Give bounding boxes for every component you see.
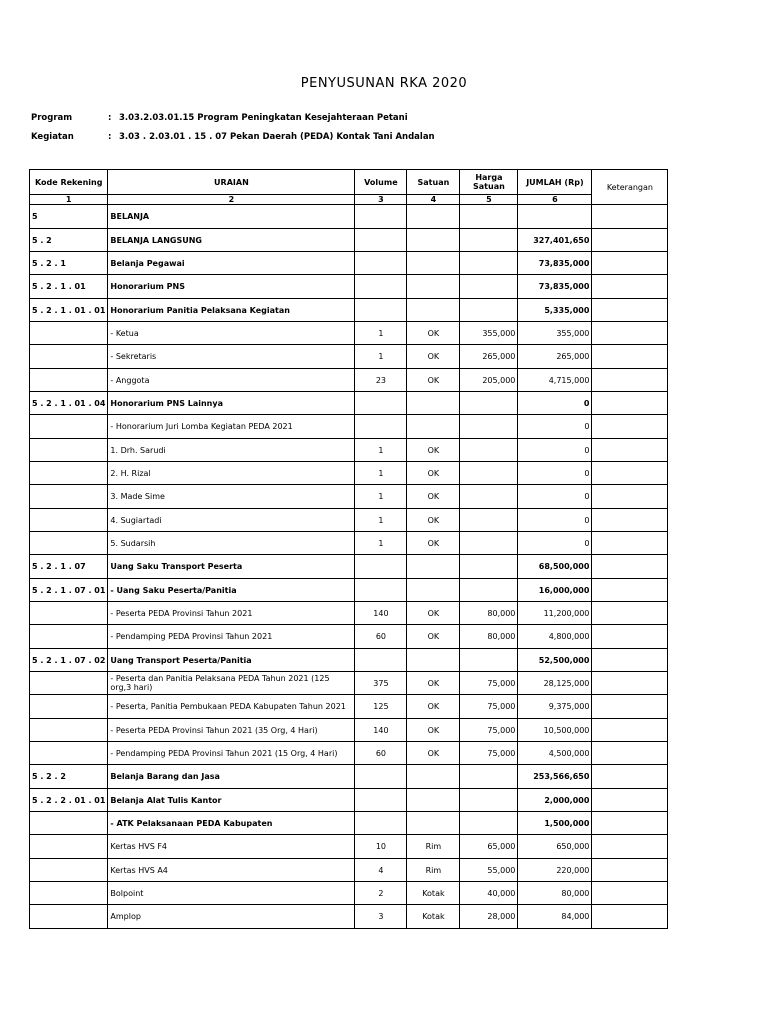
cell-jumlah: 28,125,000 [518,672,592,695]
cell-keterangan [592,859,668,882]
cell-satuan [407,649,460,672]
cell-jumlah [518,205,592,229]
cell-uraian: - Honorarium Juri Lomba Kegiatan PEDA 2021 [108,415,355,439]
kegiatan-value: 3.03 . 2.03.01 . 15 . 07 Pekan Daerah (PEDA) Kontak Tani Andalan [119,132,435,142]
header-keterangan: Keterangan [592,170,668,205]
cell-keterangan [592,905,668,929]
cell-keterangan [592,275,668,299]
table-row [30,485,668,509]
table-row [30,229,668,252]
table-row [30,835,668,859]
cell-satuan: OK [407,625,460,649]
cell-keterangan [592,509,668,532]
cell-volume: 140 [355,719,407,742]
cell-harga [460,532,518,555]
cell-kode [30,485,108,509]
cell-jumlah: 0 [518,485,592,509]
cell-jumlah: 4,800,000 [518,625,592,649]
cell-uraian: 2. H. Rizal [108,462,355,485]
cell-harga: 28,000 [460,905,518,929]
cell-uraian: - Pendamping PEDA Provinsi Tahun 2021 [108,625,355,649]
cell-uraian: Belanja Pegawai [108,252,355,275]
cell-satuan [407,275,460,299]
cell-keterangan [592,415,668,439]
cell-satuan [407,579,460,602]
cell-kode: 5 . 2 . 2 . 01 . 01 [30,789,108,812]
cell-keterangan [592,695,668,719]
cell-keterangan [592,882,668,905]
cell-uraian: Amplop [108,905,355,929]
cell-volume: 1 [355,532,407,555]
cell-harga: 75,000 [460,695,518,719]
cell-volume: 1 [355,322,407,345]
cell-volume [355,299,407,322]
cell-satuan [407,205,460,229]
kegiatan-line [31,132,435,142]
cell-volume: 60 [355,742,407,765]
cell-kode [30,532,108,555]
cell-harga: 80,000 [460,602,518,625]
cell-harga: 75,000 [460,742,518,765]
cell-uraian: - Ketua [108,322,355,345]
cell-jumlah: 0 [518,462,592,485]
cell-volume [355,205,407,229]
cell-kode [30,859,108,882]
cell-satuan: OK [407,742,460,765]
header-number-6: 6 [518,195,592,205]
cell-kode [30,509,108,532]
cell-kode [30,695,108,719]
cell-uraian: - Peserta dan Panitia Pelaksana PEDA Tahun 2021 (125 org,3 hari) [108,672,355,695]
cell-kode: 5 . 2 . 1 . 01 . 04 [30,392,108,415]
cell-satuan [407,789,460,812]
cell-keterangan [592,299,668,322]
cell-harga [460,439,518,462]
table-row [30,905,668,929]
header-volume: Volume [355,170,407,195]
header-uraian: URAIAN [108,170,355,195]
cell-jumlah: 11,200,000 [518,602,592,625]
cell-satuan: OK [407,322,460,345]
cell-jumlah: 265,000 [518,345,592,369]
cell-satuan: OK [407,602,460,625]
cell-jumlah: 355,000 [518,322,592,345]
cell-uraian: Honorarium PNS Lainnya [108,392,355,415]
cell-uraian: BELANJA LANGSUNG [108,229,355,252]
cell-kode: 5 . 2 . 1 . 01 . 01 [30,299,108,322]
cell-kode [30,369,108,392]
cell-jumlah: 1,500,000 [518,812,592,835]
table-row [30,275,668,299]
header-number-4: 4 [407,195,460,205]
table-row [30,345,668,369]
cell-harga: 80,000 [460,625,518,649]
cell-kode: 5 . 2 . 1 . 01 [30,275,108,299]
cell-volume: 10 [355,835,407,859]
cell-kode [30,882,108,905]
cell-satuan: OK [407,462,460,485]
cell-uraian: Bolpoint [108,882,355,905]
cell-kode [30,672,108,695]
program-value: 3.03.2.03.01.15 Program Peningkatan Kesejahteraan Petani [119,113,408,123]
cell-kode [30,462,108,485]
cell-harga [460,392,518,415]
table-row [30,579,668,602]
cell-keterangan [592,322,668,345]
header-number-2: 2 [108,195,355,205]
cell-jumlah: 650,000 [518,835,592,859]
cell-keterangan [592,439,668,462]
cell-uraian: 1. Drh. Sarudi [108,439,355,462]
cell-jumlah: 0 [518,415,592,439]
cell-kode [30,345,108,369]
header-kode-rekening: Kode Rekening [30,170,108,195]
table-row [30,509,668,532]
cell-jumlah: 0 [518,509,592,532]
cell-satuan: OK [407,369,460,392]
cell-kode [30,905,108,929]
cell-kode: 5 [30,205,108,229]
table-row [30,649,668,672]
cell-jumlah: 2,000,000 [518,789,592,812]
cell-satuan: OK [407,719,460,742]
cell-volume: 1 [355,485,407,509]
cell-uraian: Belanja Alat Tulis Kantor [108,789,355,812]
table-row [30,322,668,345]
cell-volume [355,275,407,299]
cell-uraian: Belanja Barang dan Jasa [108,765,355,789]
cell-volume [355,229,407,252]
header-number-5: 5 [460,195,518,205]
cell-satuan: Kotak [407,905,460,929]
cell-keterangan [592,742,668,765]
cell-volume [355,649,407,672]
cell-satuan: Rim [407,859,460,882]
cell-volume: 1 [355,345,407,369]
cell-satuan [407,252,460,275]
table-row [30,719,668,742]
cell-harga: 75,000 [460,719,518,742]
table-row [30,742,668,765]
cell-volume: 4 [355,859,407,882]
rka-table [29,169,668,929]
cell-satuan: Kotak [407,882,460,905]
cell-harga [460,229,518,252]
cell-harga [460,789,518,812]
cell-keterangan [592,345,668,369]
cell-volume: 23 [355,369,407,392]
cell-keterangan [592,649,668,672]
cell-harga [460,415,518,439]
cell-volume: 125 [355,695,407,719]
cell-jumlah: 73,835,000 [518,275,592,299]
cell-keterangan [592,205,668,229]
cell-satuan: OK [407,695,460,719]
cell-satuan: OK [407,672,460,695]
cell-volume: 140 [355,602,407,625]
table-row [30,532,668,555]
cell-keterangan [592,579,668,602]
cell-keterangan [592,485,668,509]
cell-kode [30,625,108,649]
table-row [30,462,668,485]
cell-keterangan [592,835,668,859]
cell-harga [460,462,518,485]
table-row [30,789,668,812]
table-row [30,882,668,905]
cell-keterangan [592,555,668,579]
cell-uraian: Uang Transport Peserta/Panitia [108,649,355,672]
table-row [30,765,668,789]
cell-uraian: Honorarium PNS [108,275,355,299]
cell-jumlah: 52,500,000 [518,649,592,672]
cell-harga: 75,000 [460,672,518,695]
cell-volume [355,415,407,439]
cell-harga [460,765,518,789]
table-row [30,812,668,835]
cell-kode [30,602,108,625]
cell-volume: 2 [355,882,407,905]
cell-jumlah: 73,835,000 [518,252,592,275]
cell-harga: 55,000 [460,859,518,882]
cell-volume [355,789,407,812]
cell-keterangan [592,369,668,392]
cell-satuan: OK [407,532,460,555]
cell-kode: 5 . 2 [30,229,108,252]
table-row [30,439,668,462]
cell-harga: 355,000 [460,322,518,345]
cell-kode: 5 . 2 . 1 [30,252,108,275]
cell-satuan [407,415,460,439]
header-jumlah: JUMLAH (Rp) [518,170,592,195]
cell-kode [30,322,108,345]
cell-uraian: 5. Sudarsih [108,532,355,555]
cell-harga [460,812,518,835]
table-row [30,672,668,695]
cell-kode [30,415,108,439]
cell-kode [30,742,108,765]
table-row [30,859,668,882]
cell-keterangan [592,602,668,625]
cell-satuan [407,812,460,835]
cell-jumlah: 327,401,650 [518,229,592,252]
cell-harga [460,509,518,532]
program-colon: : [108,113,112,123]
cell-kode: 5 . 2 . 1 . 07 [30,555,108,579]
kegiatan-colon: : [108,132,112,142]
table-row [30,602,668,625]
header-number-1: 1 [30,195,108,205]
cell-keterangan [592,252,668,275]
cell-jumlah: 10,500,000 [518,719,592,742]
header-number-3: 3 [355,195,407,205]
cell-harga [460,299,518,322]
cell-satuan: Rim [407,835,460,859]
cell-satuan [407,765,460,789]
cell-satuan: OK [407,485,460,509]
cell-harga [460,205,518,229]
cell-jumlah: 0 [518,532,592,555]
cell-volume: 1 [355,509,407,532]
cell-volume [355,579,407,602]
cell-harga [460,579,518,602]
cell-volume: 375 [355,672,407,695]
cell-jumlah: 253,566,650 [518,765,592,789]
cell-kode: 5 . 2 . 2 [30,765,108,789]
cell-keterangan [592,672,668,695]
cell-keterangan [592,392,668,415]
cell-harga: 265,000 [460,345,518,369]
cell-keterangan [592,812,668,835]
cell-kode [30,439,108,462]
cell-volume: 1 [355,439,407,462]
cell-uraian: 3. Made Sime [108,485,355,509]
cell-kode [30,719,108,742]
cell-volume: 60 [355,625,407,649]
cell-uraian: - Peserta, Panitia Pembukaan PEDA Kabupaten Tahun 2021 [108,695,355,719]
cell-kode: 5 . 2 . 1 . 07 . 02 [30,649,108,672]
cell-satuan [407,392,460,415]
cell-kode [30,812,108,835]
cell-uraian: 4. Sugiartadi [108,509,355,532]
cell-keterangan [592,229,668,252]
cell-jumlah: 80,000 [518,882,592,905]
cell-uraian: Kertas HVS F4 [108,835,355,859]
table-row [30,415,668,439]
header-harga-satuan: Harga Satuan [460,170,518,195]
cell-harga: 65,000 [460,835,518,859]
header-satuan: Satuan [407,170,460,195]
cell-uraian: - Uang Saku Peserta/Panitia [108,579,355,602]
cell-keterangan [592,789,668,812]
cell-satuan: OK [407,439,460,462]
cell-satuan: OK [407,345,460,369]
cell-uraian: - Peserta PEDA Provinsi Tahun 2021 [108,602,355,625]
cell-harga [460,275,518,299]
cell-volume [355,392,407,415]
cell-uraian: BELANJA [108,205,355,229]
page-title: PENYUSUNAN RKA 2020 [300,76,468,91]
cell-keterangan [592,765,668,789]
table-row [30,392,668,415]
cell-uraian: Uang Saku Transport Peserta [108,555,355,579]
cell-harga [460,555,518,579]
table-row [30,369,668,392]
cell-jumlah: 4,715,000 [518,369,592,392]
cell-jumlah: 4,500,000 [518,742,592,765]
kegiatan-label: Kegiatan [31,132,74,142]
program-line [31,113,408,123]
table-row [30,299,668,322]
cell-uraian: - Anggota [108,369,355,392]
cell-uraian: - Pendamping PEDA Provinsi Tahun 2021 (15 Org, 4 Hari) [108,742,355,765]
cell-uraian: Kertas HVS A4 [108,859,355,882]
cell-kode: 5 . 2 . 1 . 07 . 01 [30,579,108,602]
cell-jumlah: 220,000 [518,859,592,882]
table-row [30,252,668,275]
cell-keterangan [592,625,668,649]
cell-harga: 40,000 [460,882,518,905]
table-body [30,205,668,929]
cell-volume: 3 [355,905,407,929]
cell-jumlah: 0 [518,439,592,462]
cell-satuan [407,229,460,252]
cell-jumlah: 16,000,000 [518,579,592,602]
table-row [30,695,668,719]
cell-harga [460,649,518,672]
table-row [30,555,668,579]
cell-volume: 1 [355,462,407,485]
cell-uraian: - Peserta PEDA Provinsi Tahun 2021 (35 Org, 4 Hari) [108,719,355,742]
cell-harga [460,485,518,509]
cell-uraian: - Sekretaris [108,345,355,369]
cell-harga: 205,000 [460,369,518,392]
cell-keterangan [592,532,668,555]
cell-keterangan [592,719,668,742]
cell-keterangan [592,462,668,485]
cell-uraian: Honorarium Panitia Pelaksana Kegiatan [108,299,355,322]
cell-jumlah: 84,000 [518,905,592,929]
cell-kode [30,835,108,859]
table-row [30,205,668,229]
cell-jumlah: 0 [518,392,592,415]
cell-volume [355,812,407,835]
table-row [30,625,668,649]
cell-satuan [407,299,460,322]
cell-satuan: OK [407,509,460,532]
cell-volume [355,555,407,579]
cell-jumlah: 68,500,000 [518,555,592,579]
cell-uraian: - ATK Pelaksanaan PEDA Kabupaten [108,812,355,835]
cell-satuan [407,555,460,579]
program-label: Program [31,113,73,123]
cell-jumlah: 9,375,000 [518,695,592,719]
cell-jumlah: 5,335,000 [518,299,592,322]
cell-volume [355,252,407,275]
cell-harga [460,252,518,275]
cell-volume [355,765,407,789]
